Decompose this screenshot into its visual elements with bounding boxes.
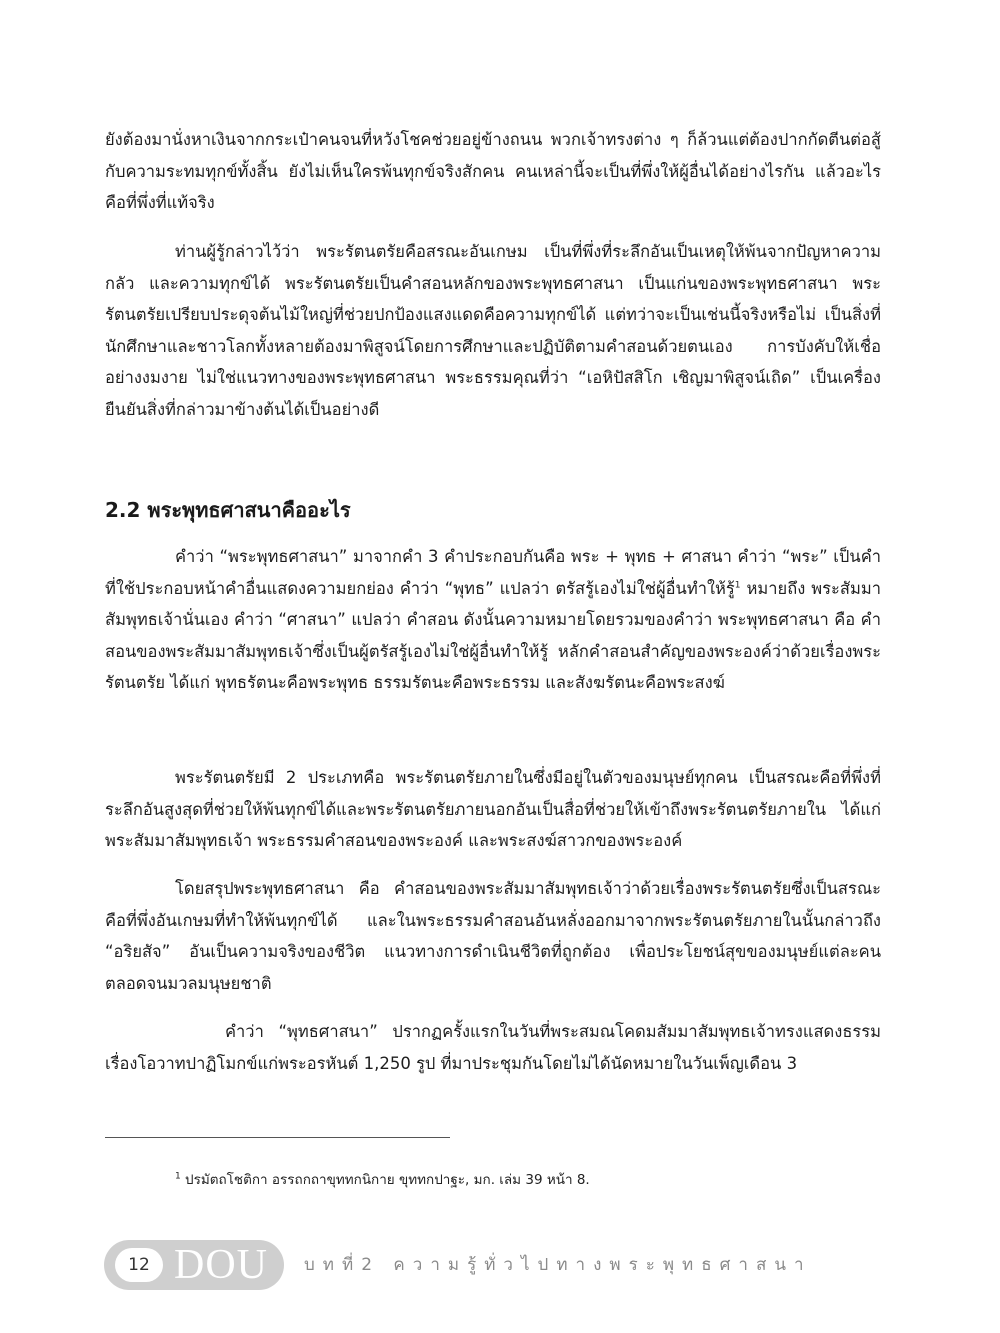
paragraph-continued: ยังต้องมานั่งหาเงินจากกระเป๋าคนจนที่หวังโชคช่วยอยู่ข้างถนน พวกเจ้าทรงต่าง ๆ ก็ล้วนแต่ต้องปากกัดตีนต่อสู้กับความระทมทุกข์ทั้งสิ้น ยังไม่เห็นใครพ้นทุกข์จริงสักคน คนเหล่านี้จะเป็นที่พึ่งให้ผู้อื่นได้อย่างไรกัน แล้วอะไรคือที่พึ่งที่แท้จริง — [105, 130, 881, 212]
paragraph-definition — [105, 541, 881, 699]
paragraph-definition-part1: คำว่า “พระพุทธศาสนา” มาจากคำ 3 คำประกอบกันคือ พระ + พุทธ + ศาสนา คำว่า “พระ” เป็นคำที่ใช้ประกอบหน้าคำอื่นแสดงความยกย่อง คำว่า “พุทธ” แปลว่า ตรัสรู้เองไม่ใช่ผู้อื่นทำให้รู้ — [105, 547, 881, 598]
footnote-divider — [105, 1137, 450, 1138]
footnote-reference[interactable]: 1 — [734, 580, 741, 590]
page-number: 12 — [115, 1248, 163, 1282]
footnote-marker: 1 — [175, 1171, 181, 1182]
footnote-text: ปรมัตถโชติกา อรรถกถาขุททกนิกาย ขุททกปาฐะ, มก. เล่ม 39 หน้า 8. — [180, 1172, 590, 1188]
page-footer — [104, 1240, 904, 1290]
section-heading: 2.2 พระพุทธศาสนาคืออะไร — [105, 498, 351, 522]
footnote — [175, 1168, 590, 1192]
paragraph-summary: โดยสรุปพระพุทธศาสนา คือ คำสอนของพระสัมมาสัมพุทธเจ้าว่าด้วยเรื่องพระรัตนตรัยซึ่งเป็นสรณะคือที่พึ่งอันเกษมที่ทำให้พ้นทุกข์ได้ และในพระธรรมคำสอนอันหลั่งออกมาจากพระรัตนตรัยภายในนั้นกล่าวถึง “อริยสัจ” อันเป็นความจริงของชีวิต แนวทางการดำเนินชีวิตที่ถูกต้อง เพื่อประโยชน์สุขของมนุษย์แต่ละคนตลอดจนมวลมนุษยชาติ — [105, 879, 881, 993]
paragraph-first-appearance: คำว่า “พุทธศาสนา” ปรากฏครั้งแรกในวันที่พระสมณโคดมสัมมาสัมพุทธเจ้าทรงแสดงธรรมเรื่องโอวาทปาฏิโมกข์แก่พระอรหันต์ 1,250 รูป ที่มาประชุมกันโดยไม่ได้นัดหมายในวันเพ็ญเดือน 3 — [105, 1022, 881, 1073]
chapter-title: บทที่2 ความรู้ทั่วไปทางพระพุทธศาสนา — [304, 1255, 812, 1275]
paragraph-triple-gem-types: พระรัตนตรัยมี 2 ประเภทคือ พระรัตนตรัยภายในซึ่งมีอยู่ในตัวของมนุษย์ทุกคน เป็นสรณะคือที่พึ่งที่ระลึกอันสูงสุดที่ช่วยให้พ้นทุกข์ได้และพระรัตนตรัยภายนอกอันเป็นสื่อที่ช่วยให้เข้าถึงพระรัตนตรัยภายใน ได้แก่ พระสัมมาสัมพุทธเจ้า พระธรรมคำสอนของพระองค์ และพระสงฆ์สาวกของพระองค์ — [105, 768, 881, 850]
footer-badge — [104, 1240, 284, 1290]
paragraph-refuge: ท่านผู้รู้กล่าวไว้ว่า พระรัตนตรัยคือสรณะอันเกษม เป็นที่พึ่งที่ระลึกอันเป็นเหตุให้พ้นจากปัญหาความกลัว และความทุกข์ได้ พระรัตนตรัยเป็นคำสอนหลักของพระพุทธศาสนา เป็นแก่นของพระพุทธศาสนา พระรัตนตรัยเปรียบประดุจต้นไม้ใหญ่ที่ช่วยปกป้องแสงแดดคือความทุกข์ได้ แต่ทว่าจะเป็นเช่นนี้จริงหรือไม่ เป็นสิ่งที่นักศึกษาและชาวโลกทั้งหลายต้องมาพิสูจน์โดยการศึกษาและปฏิบัติตามคำสอนด้วยตนเอง การบังคับให้เชื่ออย่างงมงาย ไม่ใช่แนวทางของพระพุทธศาสนา พระธรรมคุณที่ว่า “เอหิปัสสิโก เชิญมาพิสูจน์เถิด” เป็นเครื่องยืนยันสิ่งที่กล่าวมาข้างต้นได้เป็นอย่างดี — [105, 242, 881, 419]
paragraph-definition-part2: หมายถึง พระสัมมาสัมพุทธเจ้านั่นเอง คำว่า “ศาสนา” แปลว่า คำสอน ดังนั้นความหมายโดยรวมของคำว่า พระพุทธศาสนา คือ คำสอนของพระสัมมาสัมพุทธเจ้าซึ่งเป็นผู้ตรัสรู้เองไม่ใช่ผู้อื่นทำให้รู้ หลักคำสอนสำคัญของพระองค์ว่าด้วยเรื่องพระรัตนตรัย ได้แก่ พุทธรัตนะคือพระพุทธ ธรรมรัตนะคือพระธรรม และสังฆรัตนะคือพระสงฆ์ — [105, 578, 881, 692]
dou-logo: DOU — [174, 1242, 268, 1288]
